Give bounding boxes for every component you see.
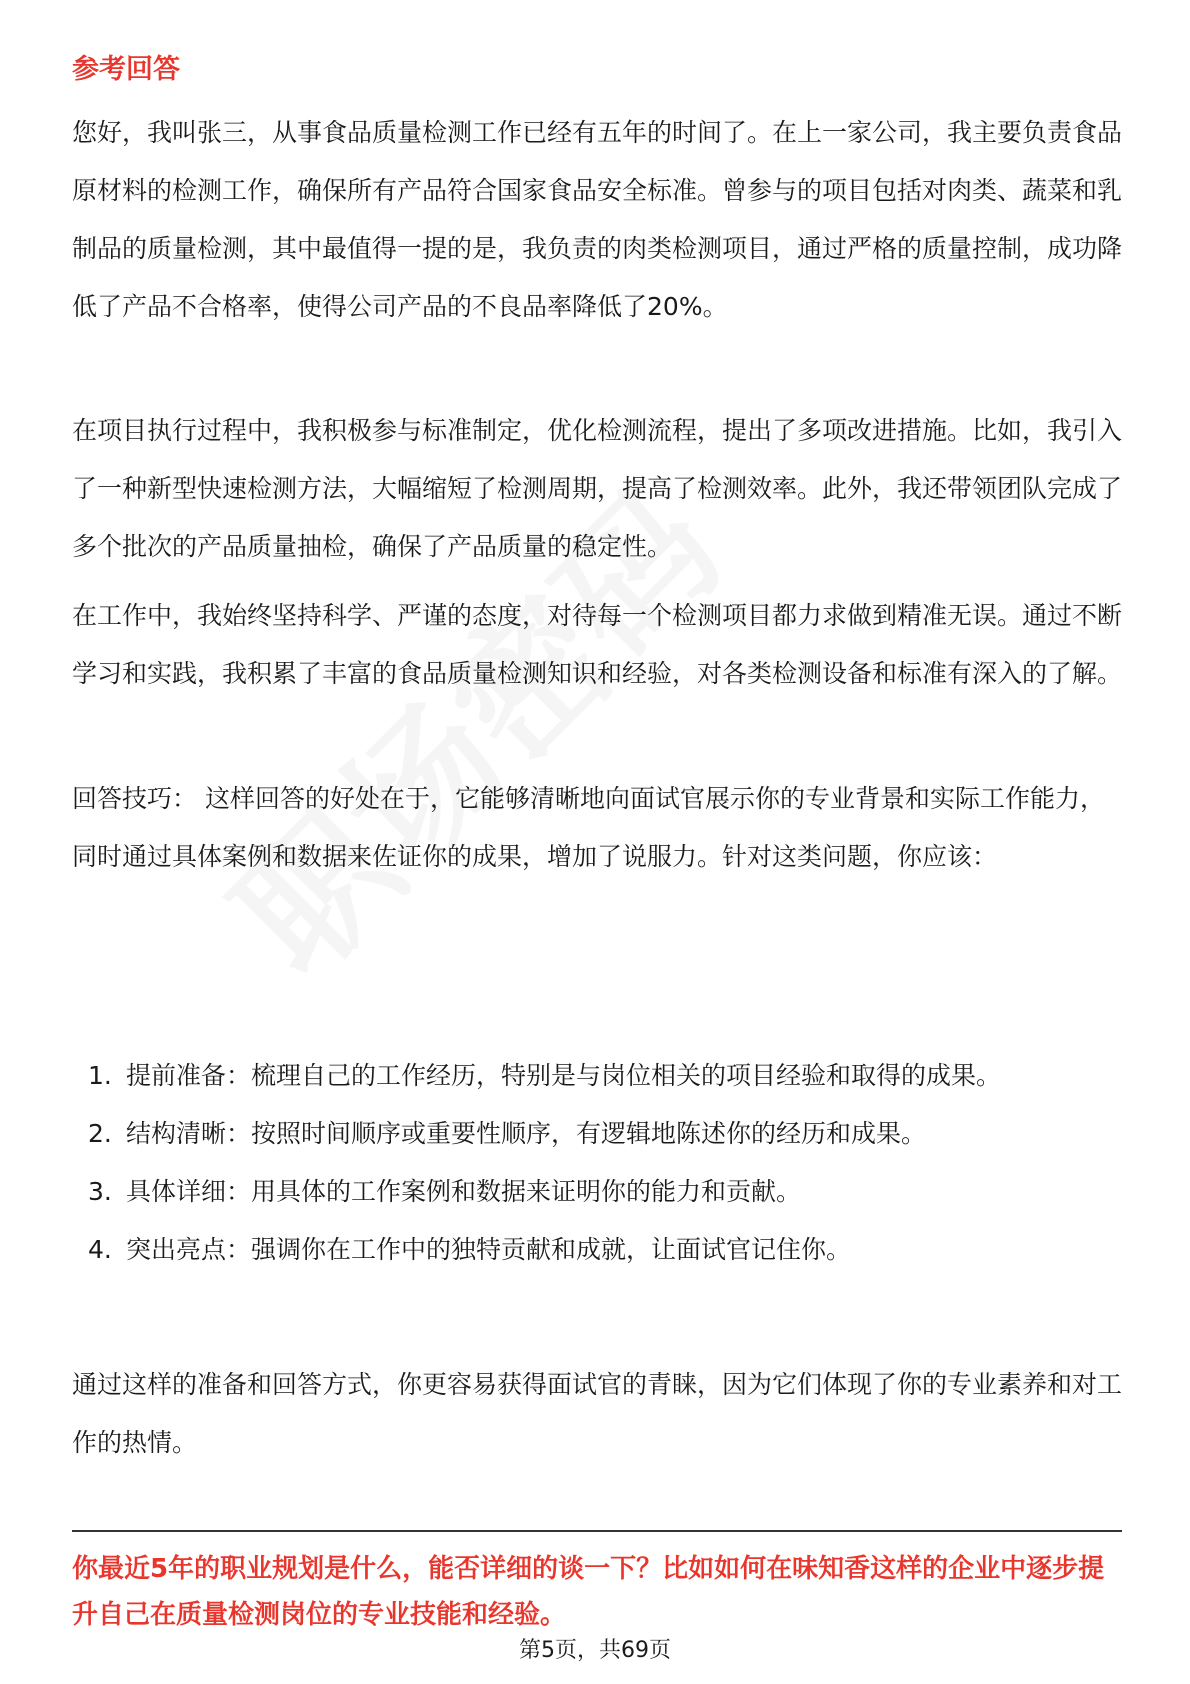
list-item-number: 3. (88, 1177, 112, 1206)
list-item-text: 结构清晰：按照时间顺序或重要性顺序，有逻辑地陈述你的经历和成果。 (126, 1119, 927, 1148)
list-item-text: 具体详细：用具体的工作案例和数据来证明你的能力和贡献。 (126, 1177, 802, 1206)
divider (72, 1530, 1122, 1532)
paragraph-1: 您好，我叫张三，从事食品质量检测工作已经有五年的时间了。在上一家公司，我主要负责食品原材料的检测工作，确保所有产品符合国家食品安全标准。曾参与的项目包括对肉类、蔬菜和乳制品的质量检测，其中最值得一提的是，我负责的肉类检测项目，通过严格的质量控制，成功降低了产品不合格率，使得公司产品的不良品率降低了20%。 (72, 118, 1123, 321)
list-item (72, 1047, 1122, 1105)
list-item-number: 4. (88, 1235, 112, 1264)
tips-list (72, 1047, 1122, 1279)
list-item-text: 突出亮点：强调你在工作中的独特贡献和成就，让面试官记住你。 (126, 1235, 852, 1264)
list-item (72, 1163, 1122, 1221)
list-item-number: 2. (88, 1119, 112, 1148)
paragraph-2: 在项目执行过程中，我积极参与标准制定，优化检测流程，提出了多项改进措施。比如，我引入了一种新型快速检测方法，大幅缩短了检测周期，提高了检测效率。此外，我还带领团队完成了多个批次的产品质量抽检，确保了产品质量的稳定性。 (72, 416, 1123, 561)
next-question: 你最近5年的职业规划是什么，能否详细的谈一下？比如如何在味知香这样的企业中逐步提升自己在质量检测岗位的专业技能和经验。 (72, 1554, 1105, 1630)
answer-tips-intro: 回答技巧： 这样回答的好处在于，它能够清晰地向面试官展示你的专业背景和实际工作能力，同时通过具体案例和数据来佐证你的成果，增加了说服力。针对这类问题，你应该： (72, 784, 1105, 871)
closing-paragraph: 通过这样的准备和回答方式，你更容易获得面试官的青睐，因为它们体现了你的专业素养和对工作的热情。 (72, 1370, 1123, 1457)
list-item (72, 1221, 1122, 1279)
paragraph-3: 在工作中，我始终坚持科学、严谨的态度，对待每一个检测项目都力求做到精准无误。通过不断学习和实践，我积累了丰富的食品质量检测知识和经验，对各类检测设备和标准有深入的了解。 (72, 601, 1123, 688)
page-number: 第5页，共69页 (519, 1638, 671, 1663)
list-item-text: 提前准备：梳理自己的工作经历，特别是与岗位相关的项目经验和取得的成果。 (126, 1061, 1002, 1090)
list-item-number: 1. (88, 1061, 112, 1090)
section-title: 参考回答 (72, 54, 180, 85)
list-item (72, 1105, 1122, 1163)
